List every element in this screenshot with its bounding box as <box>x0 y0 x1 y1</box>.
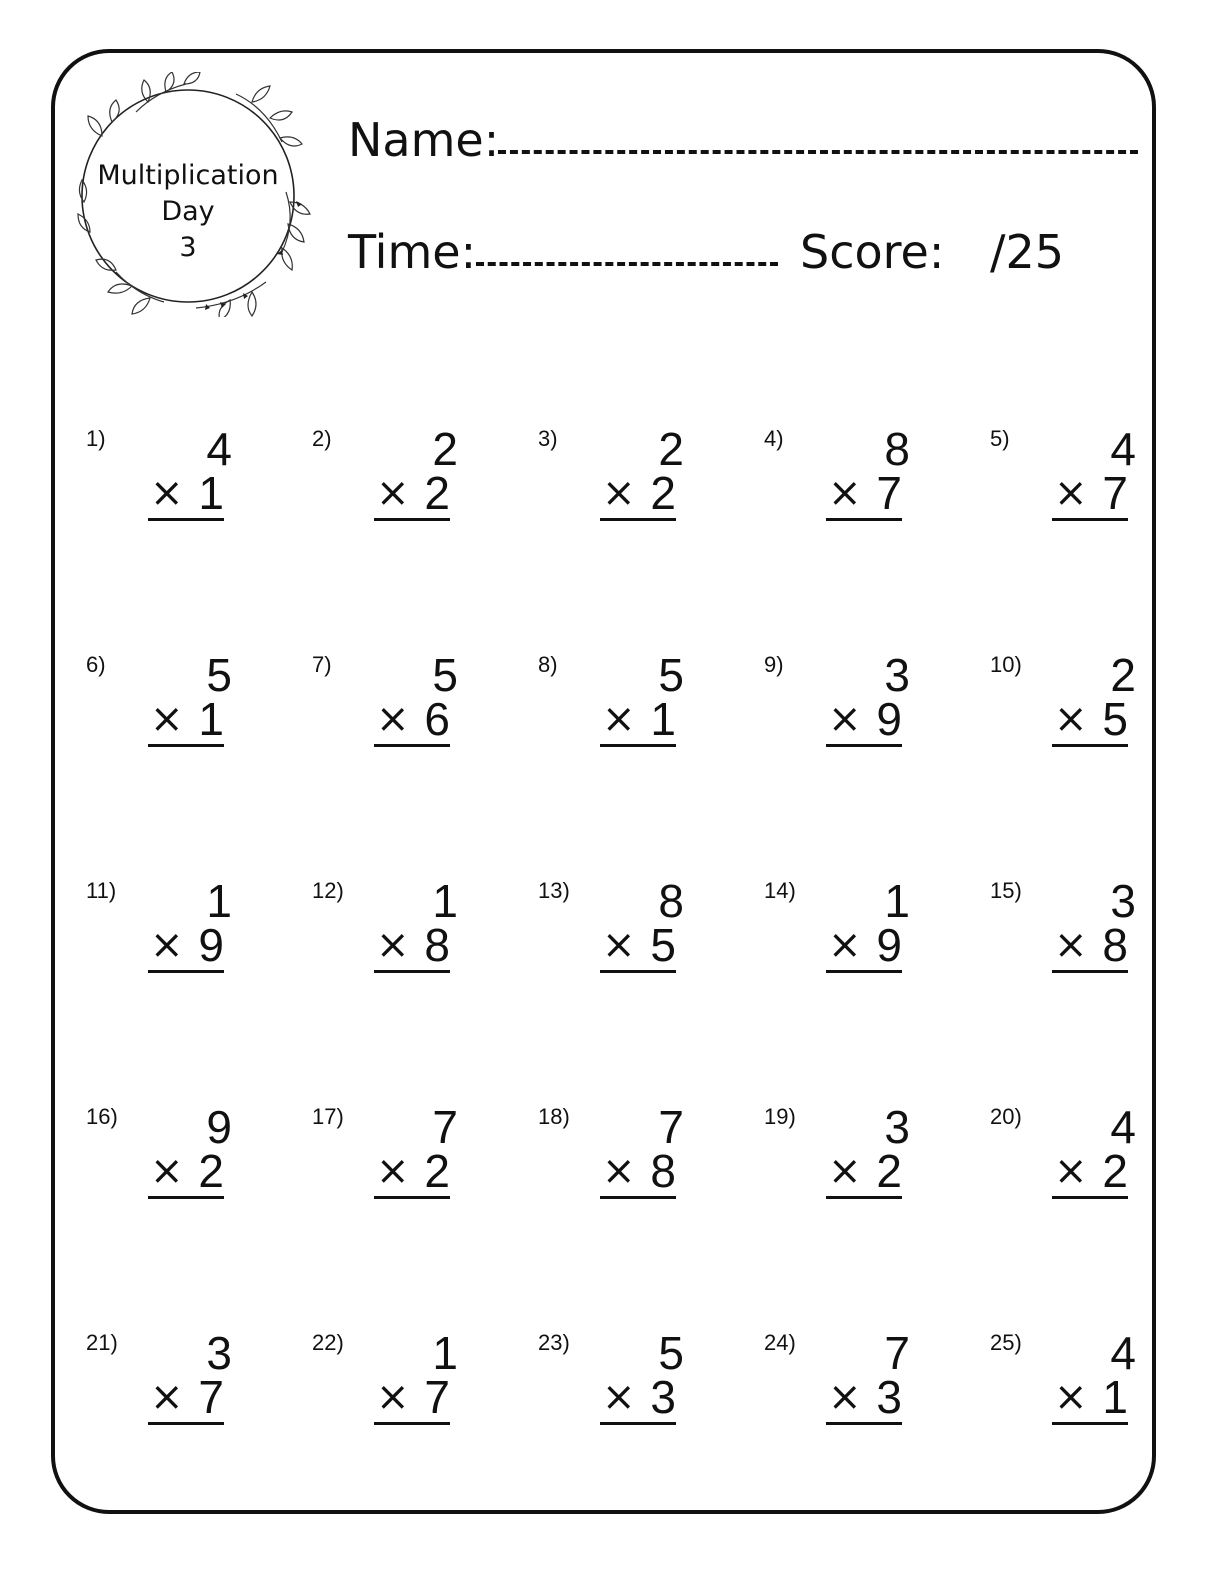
multiplicand: 5 <box>658 649 684 701</box>
multiplier: 2 <box>424 467 450 519</box>
multiplicand: 7 <box>884 1327 910 1379</box>
problem-number: 2) <box>312 426 332 451</box>
multiplier: 1 <box>650 693 676 745</box>
multiplier-row <box>148 467 224 519</box>
problem-number: 19) <box>764 1104 796 1129</box>
answer-rule[interactable] <box>1052 970 1128 973</box>
multiplier-row <box>374 1371 450 1423</box>
answer-rule[interactable] <box>826 970 902 973</box>
problem-number: 25) <box>990 1330 1022 1355</box>
badge-title-line2: Day <box>161 196 215 227</box>
score-label: Score: <box>800 225 945 279</box>
multiplier-row <box>600 693 676 745</box>
times-icon: × <box>602 696 636 742</box>
multiplier-row <box>148 693 224 745</box>
problem-item <box>312 649 538 802</box>
problem-number: 18) <box>538 1104 570 1129</box>
multiplier: 6 <box>424 693 450 745</box>
multiplicand: 4 <box>1110 1101 1136 1153</box>
times-icon: × <box>376 922 410 968</box>
problem-item <box>538 423 764 576</box>
times-icon: × <box>376 1374 410 1420</box>
times-icon: × <box>1054 470 1088 516</box>
problem-item <box>86 423 312 576</box>
answer-rule[interactable] <box>374 1196 450 1199</box>
times-icon: × <box>602 1148 636 1194</box>
multiplier-row <box>826 1145 902 1197</box>
problem-item <box>86 1101 312 1254</box>
time-label: Time: <box>348 225 477 279</box>
multiplier: 9 <box>876 919 902 971</box>
multiplier: 7 <box>424 1371 450 1423</box>
multiplier-row <box>1052 1371 1128 1423</box>
multiplier-row <box>374 919 450 971</box>
times-icon: × <box>1054 1148 1088 1194</box>
answer-rule[interactable] <box>600 1422 676 1425</box>
times-icon: × <box>828 1148 862 1194</box>
problem-number: 24) <box>764 1330 796 1355</box>
problem-number: 16) <box>86 1104 118 1129</box>
answer-rule[interactable] <box>148 1422 224 1425</box>
multiplier: 9 <box>876 693 902 745</box>
problem-number: 21) <box>86 1330 118 1355</box>
multiplicand: 3 <box>884 649 910 701</box>
multiplicand: 3 <box>884 1101 910 1153</box>
answer-rule[interactable] <box>374 744 450 747</box>
times-icon: × <box>376 1148 410 1194</box>
multiplicand: 2 <box>1110 649 1136 701</box>
badge-title-line1: Multiplication <box>97 160 279 191</box>
multiplier-row <box>148 1145 224 1197</box>
answer-rule[interactable] <box>826 518 902 521</box>
answer-rule[interactable] <box>1052 744 1128 747</box>
problem-item <box>764 1327 990 1480</box>
problem-item <box>312 875 538 1028</box>
problem-number: 17) <box>312 1104 344 1129</box>
answer-rule[interactable] <box>148 744 224 747</box>
multiplier: 1 <box>1102 1371 1128 1423</box>
problem-number: 23) <box>538 1330 570 1355</box>
name-answer-line[interactable] <box>498 150 1138 154</box>
problem-item <box>86 875 312 1028</box>
times-icon: × <box>828 922 862 968</box>
multiplier: 7 <box>198 1371 224 1423</box>
multiplier-row <box>826 919 902 971</box>
problem-number: 4) <box>764 426 784 451</box>
time-answer-line[interactable] <box>476 262 778 266</box>
problem-number: 15) <box>990 878 1022 903</box>
problem-number: 13) <box>538 878 570 903</box>
multiplier: 3 <box>876 1371 902 1423</box>
score-total: /25 <box>990 225 1065 279</box>
times-icon: × <box>150 1374 184 1420</box>
problem-number: 10) <box>990 652 1022 677</box>
multiplier-row <box>148 919 224 971</box>
answer-rule[interactable] <box>374 1422 450 1425</box>
problem-number: 20) <box>990 1104 1022 1129</box>
answer-rule[interactable] <box>148 518 224 521</box>
multiplier-row <box>374 467 450 519</box>
problem-number: 1) <box>86 426 106 451</box>
multiplier-row <box>826 693 902 745</box>
answer-rule[interactable] <box>1052 1196 1128 1199</box>
problem-item <box>312 423 538 576</box>
answer-rule[interactable] <box>600 518 676 521</box>
multiplier-row <box>148 1371 224 1423</box>
multiplier-row <box>600 467 676 519</box>
multiplier: 2 <box>424 1145 450 1197</box>
badge-title <box>76 158 300 266</box>
problem-number: 5) <box>990 426 1010 451</box>
problem-number: 6) <box>86 652 106 677</box>
multiplier: 8 <box>424 919 450 971</box>
multiplier-row <box>374 1145 450 1197</box>
times-icon: × <box>1054 922 1088 968</box>
multiplier-row <box>600 919 676 971</box>
problem-item <box>990 875 1216 1028</box>
problem-item <box>312 1101 538 1254</box>
answer-rule[interactable] <box>148 970 224 973</box>
multiplicand: 5 <box>432 649 458 701</box>
multiplier: 5 <box>1102 693 1128 745</box>
multiplier-row <box>1052 693 1128 745</box>
times-icon: × <box>828 1374 862 1420</box>
multiplier: 2 <box>876 1145 902 1197</box>
multiplicand: 4 <box>1110 423 1136 475</box>
multiplicand: 3 <box>206 1327 232 1379</box>
problem-item <box>764 1101 990 1254</box>
multiplier: 8 <box>650 1145 676 1197</box>
problem-item <box>990 1327 1216 1480</box>
problem-item <box>312 1327 538 1480</box>
problem-item <box>990 649 1216 802</box>
multiplier: 7 <box>1102 467 1128 519</box>
multiplicand: 4 <box>206 423 232 475</box>
answer-rule[interactable] <box>600 744 676 747</box>
problem-item <box>764 649 990 802</box>
multiplier-row <box>374 693 450 745</box>
answer-rule[interactable] <box>374 518 450 521</box>
problem-item <box>538 1327 764 1480</box>
multiplier: 2 <box>650 467 676 519</box>
problem-item <box>764 875 990 1028</box>
answer-rule[interactable] <box>600 1196 676 1199</box>
name-label: Name: <box>348 113 500 167</box>
badge-day-number: 3 <box>179 232 197 263</box>
problem-item <box>86 649 312 802</box>
problem-number: 22) <box>312 1330 344 1355</box>
multiplicand: 7 <box>432 1101 458 1153</box>
answer-rule[interactable] <box>826 744 902 747</box>
multiplicand: 5 <box>206 649 232 701</box>
multiplier-row <box>826 1371 902 1423</box>
problem-item <box>86 1327 312 1480</box>
times-icon: × <box>150 696 184 742</box>
multiplier: 9 <box>198 919 224 971</box>
times-icon: × <box>376 696 410 742</box>
answer-rule[interactable] <box>1052 1422 1128 1425</box>
times-icon: × <box>150 922 184 968</box>
answer-rule[interactable] <box>374 970 450 973</box>
problem-item <box>990 1101 1216 1254</box>
problem-number: 8) <box>538 652 558 677</box>
answer-rule[interactable] <box>148 1196 224 1199</box>
problem-item <box>538 649 764 802</box>
multiplicand: 1 <box>432 1327 458 1379</box>
multiplier-row <box>600 1371 676 1423</box>
problem-item <box>990 423 1216 576</box>
problem-number: 14) <box>764 878 796 903</box>
times-icon: × <box>1054 1374 1088 1420</box>
times-icon: × <box>150 1148 184 1194</box>
multiplier: 2 <box>198 1145 224 1197</box>
multiplicand: 8 <box>884 423 910 475</box>
multiplier: 1 <box>198 467 224 519</box>
answer-rule[interactable] <box>826 1422 902 1425</box>
times-icon: × <box>150 470 184 516</box>
problem-item <box>538 1101 764 1254</box>
multiplier-row <box>1052 467 1128 519</box>
multiplicand: 9 <box>206 1101 232 1153</box>
multiplier-row <box>826 467 902 519</box>
multiplier: 3 <box>650 1371 676 1423</box>
multiplicand: 8 <box>658 875 684 927</box>
times-icon: × <box>828 470 862 516</box>
times-icon: × <box>602 470 636 516</box>
problem-number: 7) <box>312 652 332 677</box>
problem-number: 9) <box>764 652 784 677</box>
problem-number: 3) <box>538 426 558 451</box>
times-icon: × <box>602 922 636 968</box>
multiplier: 7 <box>876 467 902 519</box>
multiplier-row <box>1052 919 1128 971</box>
multiplicand: 4 <box>1110 1327 1136 1379</box>
times-icon: × <box>1054 696 1088 742</box>
times-icon: × <box>602 1374 636 1420</box>
times-icon: × <box>376 470 410 516</box>
problem-number: 11) <box>86 878 117 903</box>
answer-rule[interactable] <box>600 970 676 973</box>
multiplier: 5 <box>650 919 676 971</box>
answer-rule[interactable] <box>1052 518 1128 521</box>
times-icon: × <box>828 696 862 742</box>
problem-item <box>764 423 990 576</box>
multiplicand: 1 <box>884 875 910 927</box>
multiplicand: 5 <box>658 1327 684 1379</box>
title-badge <box>76 72 316 317</box>
problem-item <box>538 875 764 1028</box>
multiplicand: 7 <box>658 1101 684 1153</box>
multiplier: 8 <box>1102 919 1128 971</box>
problem-number: 12) <box>312 878 344 903</box>
multiplicand: 1 <box>432 875 458 927</box>
multiplier: 1 <box>198 693 224 745</box>
multiplicand: 3 <box>1110 875 1136 927</box>
multiplicand: 2 <box>432 423 458 475</box>
multiplier-row <box>600 1145 676 1197</box>
multiplicand: 2 <box>658 423 684 475</box>
answer-rule[interactable] <box>826 1196 902 1199</box>
multiplicand: 1 <box>206 875 232 927</box>
multiplier-row <box>1052 1145 1128 1197</box>
multiplier: 2 <box>1102 1145 1128 1197</box>
